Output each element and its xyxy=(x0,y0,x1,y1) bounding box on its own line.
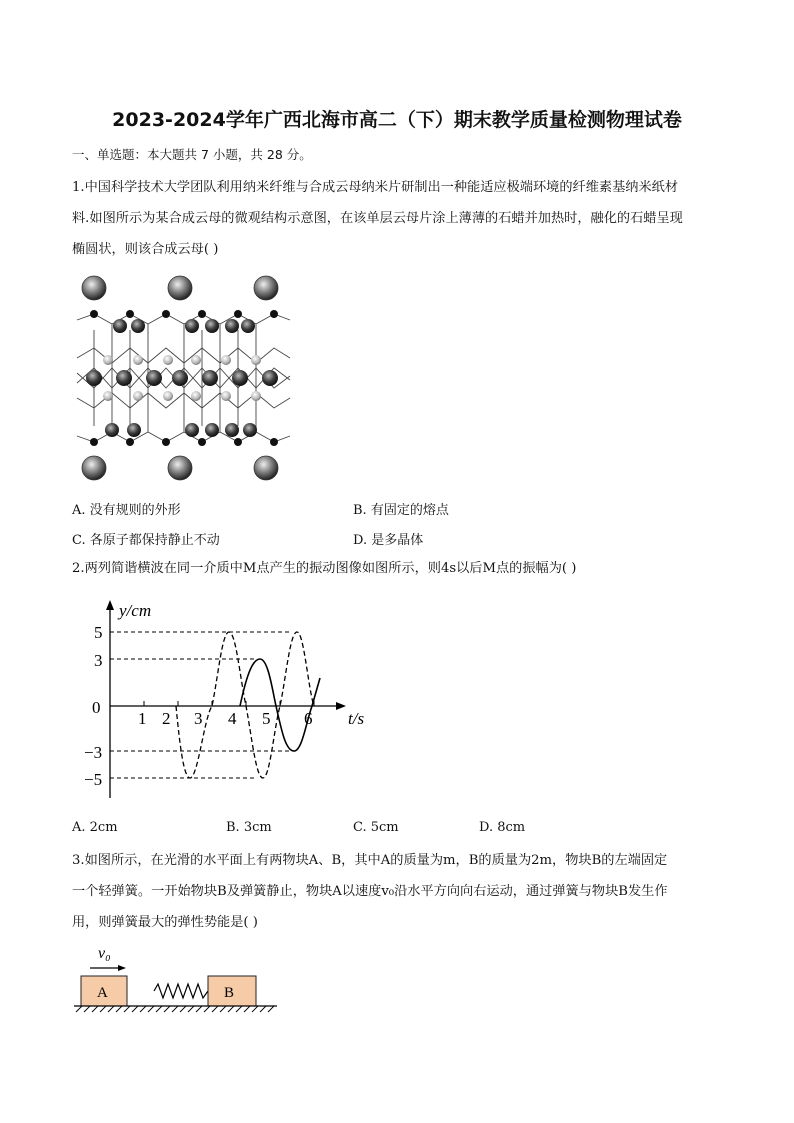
blocks-spring-figure xyxy=(72,940,287,1020)
x-tick-4: 4 xyxy=(228,709,237,728)
y-tick-neg5: −5 xyxy=(84,770,103,789)
spring xyxy=(154,984,208,998)
q1-line-2: 料.如图所示为某合成云母的微观结构示意图，在该单层云母片涂上薄薄的石蜡并加热时，融化的石蜡呈现 xyxy=(72,211,683,226)
q1-option-a[interactable]: A. 没有规则的外形 xyxy=(72,503,181,518)
vibration-graph xyxy=(72,598,382,808)
wave-amplitude-5 xyxy=(176,632,314,778)
x-tick-1: 1 xyxy=(138,709,147,728)
y-tick-3: 3 xyxy=(94,651,103,670)
question-2 xyxy=(72,553,722,584)
block-a-label: A xyxy=(97,985,108,1001)
question-3 xyxy=(72,845,722,938)
question-1 xyxy=(72,172,722,265)
exam-title: 2023-2024学年广西北海市高二（下）期末教学质量检测物理试卷 xyxy=(112,109,682,131)
block-b-label: B xyxy=(224,985,235,1001)
q3-line-2: 一个轻弹簧。一开始物块B及弹簧静止，物块A以速度v₀沿水平方向向右运动，通过弹簧与物块B发生作 xyxy=(72,884,668,899)
q2-option-c[interactable]: C. 5cm xyxy=(353,820,399,835)
y-tick-5: 5 xyxy=(94,623,103,642)
q1-option-b[interactable]: B. 有固定的熔点 xyxy=(353,503,449,518)
origin-label: 0 xyxy=(92,698,101,717)
section-heading: 一、单选题：本大题共 7 小题，共 28 分。 xyxy=(72,147,312,162)
x-axis-label: t/s xyxy=(348,709,365,728)
interlayer-ions-top xyxy=(82,276,278,300)
q3-line-1: 3.如图所示，在光滑的水平面上有两物块A、B，其中A的质量为m，B的质量为2m，物块B的左端固定 xyxy=(72,853,668,868)
q2-option-b[interactable]: B. 3cm xyxy=(226,820,272,835)
ground-hatching xyxy=(76,1006,274,1012)
q3-line-3: 用，则弹簧最大的弹性势能是( ) xyxy=(72,915,258,930)
y-axis-label: y/cm xyxy=(119,601,152,620)
mica-structure-figure xyxy=(72,268,297,488)
q1-line-1: 1.中国科学技术大学团队利用纳米纤维与合成云母纳米片研制出一种能适应极端环境的纤维素基纳米纸材 xyxy=(72,180,679,195)
guide-lines xyxy=(110,632,290,778)
q2-option-a[interactable]: A. 2cm xyxy=(72,820,118,835)
q2-option-d[interactable]: D. 8cm xyxy=(479,820,526,835)
q2-stem: 2.两列简谐横波在同一介质中M点产生的振动图像如图所示，则4s以后M点的振幅为( ) xyxy=(72,561,577,576)
q1-option-c[interactable]: C. 各原子都保持静止不动 xyxy=(72,533,220,548)
y-tick-neg3: −3 xyxy=(84,743,103,762)
x-tick-5: 5 xyxy=(262,709,271,728)
x-tick-2: 2 xyxy=(162,709,171,728)
x-tick-6: 6 xyxy=(304,709,313,728)
interlayer-ions-bottom xyxy=(82,456,278,480)
q1-option-d[interactable]: D. 是多晶体 xyxy=(353,533,424,548)
q1-line-3: 椭圆状，则该合成云母( ) xyxy=(72,242,219,257)
velocity-label: v₀ xyxy=(98,945,111,962)
x-tick-3: 3 xyxy=(194,709,203,728)
